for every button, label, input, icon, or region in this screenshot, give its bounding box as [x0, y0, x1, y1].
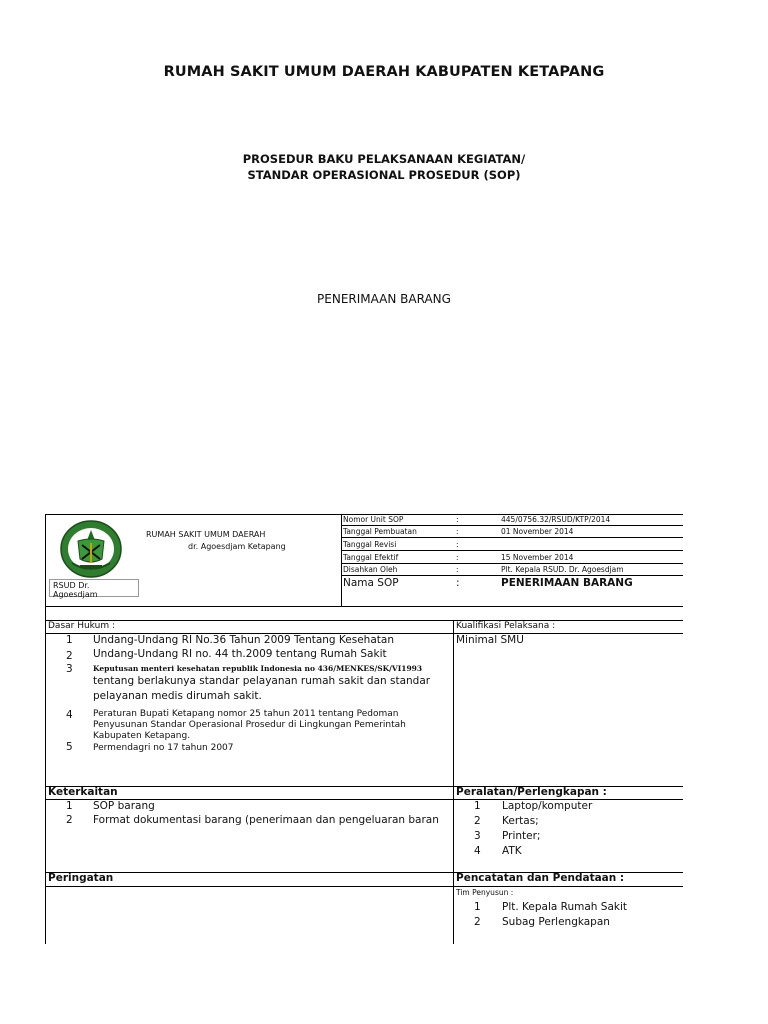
- nama-sop-value: PENERIMAAN BARANG: [501, 577, 633, 589]
- list-number: 4: [474, 845, 481, 857]
- meta-value: 445/0756.32/RSUD/KTP/2014: [501, 515, 611, 524]
- header-bottom-border: [45, 606, 683, 607]
- org-name: RUMAH SAKIT UMUM DAERAH: [146, 530, 266, 539]
- sop-topic: PENERIMAAN BARANG: [317, 292, 451, 306]
- meta-label: Nomor Unit SOP: [343, 515, 404, 524]
- list-number: 1: [474, 901, 481, 913]
- meta-row-line: [341, 537, 683, 538]
- list-item-line: Kabupaten Ketapang.: [93, 731, 191, 741]
- nama-sop-label: Nama SOP: [343, 577, 399, 589]
- hospital-title: RUMAH SAKIT UMUM DAERAH KABUPATEN KETAPANG: [163, 64, 605, 80]
- header-divider: [341, 514, 342, 606]
- stamp-line-2: Agoesdjam: [53, 590, 98, 599]
- list-item: Undang-Undang RI no. 44 th.2009 tentang Rumah Sakit: [93, 648, 387, 660]
- peringatan-heading: Peringatan: [48, 872, 114, 884]
- document-title-line-2: STANDAR OPERASIONAL PROSEDUR (SOP): [247, 168, 521, 182]
- list-item: Laptop/komputer: [502, 800, 593, 812]
- section-top-border: [45, 620, 683, 621]
- meta-value: 01 November 2014: [501, 527, 574, 536]
- list-number: 2: [66, 650, 73, 662]
- list-number: 1: [66, 800, 73, 812]
- meta-sep: :: [456, 527, 459, 536]
- list-number: 1: [66, 634, 73, 646]
- keterkaitan-heading: Keterkaitan: [48, 786, 118, 798]
- list-item: Plt. Kepala Rumah Sakit: [502, 901, 628, 913]
- list-number: 3: [66, 663, 73, 675]
- hospital-logo: [58, 519, 124, 579]
- document-title-line-1: PROSEDUR BAKU PELAKSANAAN KEGIATAN/: [242, 152, 526, 166]
- meta-sep: :: [456, 540, 459, 549]
- pencatatan-heading: Pencatatan dan Pendataan :: [456, 872, 625, 884]
- meta-row-line: [341, 575, 683, 576]
- list-number: 3: [474, 830, 481, 842]
- list-item: Format dokumentasi barang (penerimaan dan pengeluaran baran: [93, 814, 439, 826]
- list-number: 2: [474, 916, 481, 928]
- list-item: Undang-Undang RI No.36 Tahun 2009 Tentang Kesehatan: [93, 634, 394, 646]
- list-number: 5: [66, 741, 73, 753]
- list-number: 1: [474, 800, 481, 812]
- peralatan-heading: Peralatan/Perlengkapan :: [456, 786, 607, 798]
- meta-value: Plt. Kepala RSUD. Dr. Agoesdjam: [501, 565, 624, 574]
- meta-label: Tanggal Revisi: [343, 540, 397, 549]
- meta-label: Tanggal Efektif: [343, 553, 399, 562]
- list-item: Printer;: [502, 830, 541, 842]
- list-number: 4: [66, 709, 73, 721]
- list-number: 2: [66, 814, 73, 826]
- list-item: Permendagri no 17 tahun 2007: [93, 743, 234, 753]
- list-item: Peraturan Bupati Ketapang nomor 25 tahun 2011 tentang Pedoman: [93, 709, 399, 719]
- org-subname: dr. Agoesdjam Ketapang: [188, 542, 286, 551]
- list-item: Keputusan menteri kesehatan republik Indonesia no 436/MENKES/SK/VI1993: [93, 664, 423, 673]
- list-item-line: tentang berlakunya standar pelayanan rumah sakit dan standar: [93, 675, 431, 687]
- meta-value: 15 November 2014: [501, 553, 574, 562]
- meta-row-line: [341, 550, 683, 551]
- stamp-line-1: RSUD Dr.: [53, 581, 90, 590]
- list-item-line: Penyusunan Standar Operasional Prosedur di Lingkungan Pemerintah: [93, 720, 406, 730]
- meta-sep: :: [456, 565, 459, 574]
- column-divider: [453, 620, 454, 944]
- meta-sep: :: [456, 515, 459, 524]
- kualifikasi-heading: Kualifikasi Pelaksana :: [456, 621, 556, 631]
- meta-row-line: [341, 525, 683, 526]
- kualifikasi-value: Minimal SMU: [456, 634, 524, 646]
- list-item: ATK: [502, 845, 522, 857]
- list-item-line: pelayanan medis dirumah sakit.: [93, 690, 262, 702]
- meta-sep: :: [456, 553, 459, 562]
- tim-penyusun-label: Tim Penyusun :: [456, 888, 514, 897]
- meta-label: Tanggal Pembuatan: [343, 527, 417, 536]
- nama-sop-sep: :: [456, 577, 460, 589]
- meta-label: Disahkan Oleh: [343, 565, 398, 574]
- list-item: Kertas;: [502, 815, 539, 827]
- table-left-border: [45, 514, 46, 944]
- dasar-hukum-heading: Dasar Hukum :: [48, 621, 115, 631]
- list-item: Subag Perlengkapan: [502, 916, 610, 928]
- list-item: SOP barang: [93, 800, 155, 812]
- list-number: 2: [474, 815, 481, 827]
- section-heading-line: [45, 886, 683, 887]
- meta-row-line: [341, 563, 683, 564]
